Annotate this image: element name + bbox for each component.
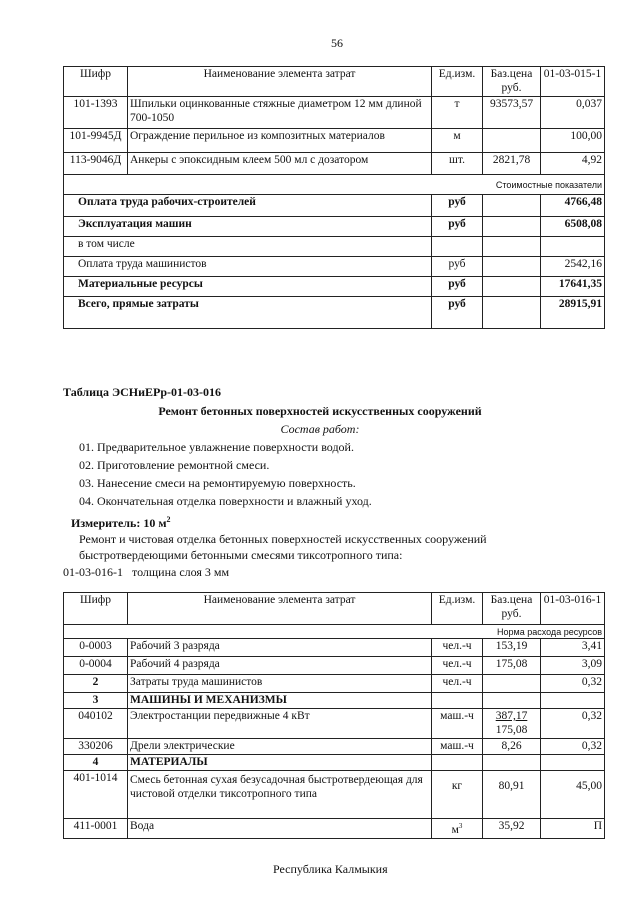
variant-line — [63, 564, 229, 580]
cost-caption: Стоимостные показатели — [64, 175, 605, 195]
table-row: 411-0001 Вода $м^3$ 35,92 П — [64, 819, 605, 839]
header-code: Шифр — [64, 593, 128, 625]
table-row: 101-1393 Шпильки оцинкованные стяжные диаметром 12 мм длиной 700-1050 т 93573,57 0,037 — [64, 97, 605, 129]
table-row: 330206 Дрели электрические маш.-ч 8,26 0,32 — [64, 739, 605, 755]
cost-row: Эксплуатация машин руб 6508,08 — [64, 217, 605, 237]
description-line-1: Ремонт и чистовая отделка бетонных поверхностей искусственных сооружений — [79, 532, 487, 546]
work-step-3: 03. Нанесение смеси на ремонтируемую поверхность. — [79, 476, 356, 490]
header-name: Наименование элемента затрат — [128, 67, 432, 97]
header-unit: Ед.изм. — [432, 593, 483, 625]
resource-table-1-body — [63, 66, 605, 329]
header-price: Баз.цена руб. — [483, 593, 541, 625]
table-row: 3 МАШИНЫ И МЕХАНИЗМЫ — [64, 693, 605, 709]
cost-row: Материальные ресурсы руб 17641,35 — [64, 277, 605, 297]
meter-label: Измеритель: 10 $м^2$ — [71, 515, 171, 530]
cost-row: Оплата труда машинистов руб 2542,16 — [64, 257, 605, 277]
header-price: Баз.цена руб. — [483, 67, 541, 97]
header-unit: Ед.изм. — [432, 67, 483, 97]
header-code: Шифр — [64, 67, 128, 97]
page-number: 56 — [331, 36, 343, 50]
table-row: 2 Затраты труда машинистов чел.-ч 0,32 — [64, 675, 605, 693]
section-title: Ремонт бетонных поверхностей искусственных сооружений — [158, 404, 482, 418]
header-name: Наименование элемента затрат — [128, 593, 432, 625]
description-line-2: быстротвердеющими бетонными смесями тиксотропного типа: — [79, 548, 403, 562]
table-row: 040102 Электростанции передвижные 4 кВт маш.-ч 387,17 175,08 0,32 — [64, 709, 605, 739]
header-norm-code: 01-03-015-1 — [541, 67, 605, 97]
table-row: 101-9945Д Ограждение перильное из композитных материалов м 100,00 — [64, 129, 605, 153]
variant-text: толщина слоя 3 мм — [132, 565, 230, 579]
variant-code: 01-03-016-1 — [63, 565, 123, 579]
table-id: Таблица ЭСНиЕРр-01-03-016 — [63, 385, 222, 399]
table-row: 401-1014 Смесь бетонная сухая безусадочная быстротвердеющая для чистовой отделки тиксотропного типа кг 80,91 45,00 — [64, 771, 605, 819]
cost-row: Всего, прямые затраты руб 28915,91 — [64, 297, 605, 329]
table-row: 4 МАТЕРИАЛЫ — [64, 755, 605, 771]
header-norm-code: 01-03-016-1 — [541, 593, 605, 625]
work-step-4: 04. Окончательная отделка поверхности и влажный уход. — [79, 494, 372, 508]
work-caption: Состав работ: — [280, 422, 360, 436]
cost-row: Оплата труда рабочих-строителей руб 4766,48 — [64, 195, 605, 217]
cost-row: в том числе — [64, 237, 605, 257]
table-row: 0-0004 Рабочий 4 разряда чел.-ч 175,08 3,09 — [64, 657, 605, 675]
table-row: 113-9046Д Анкеры с эпоксидным клеем 500 мл с дозатором шт. 2821,78 4,92 — [64, 153, 605, 175]
page-footer: Республика Калмыкия — [273, 862, 388, 876]
table-row: 0-0003 Рабочий 3 разряда чел.-ч 153,19 3,41 — [64, 639, 605, 657]
work-step-2: 02. Приготовление ремонтной смеси. — [79, 458, 270, 472]
work-step-1: 01. Предварительное увлажнение поверхности водой. — [79, 440, 354, 454]
resource-table-2 — [63, 592, 605, 839]
norm-caption: Норма расхода ресурсов — [64, 625, 605, 639]
